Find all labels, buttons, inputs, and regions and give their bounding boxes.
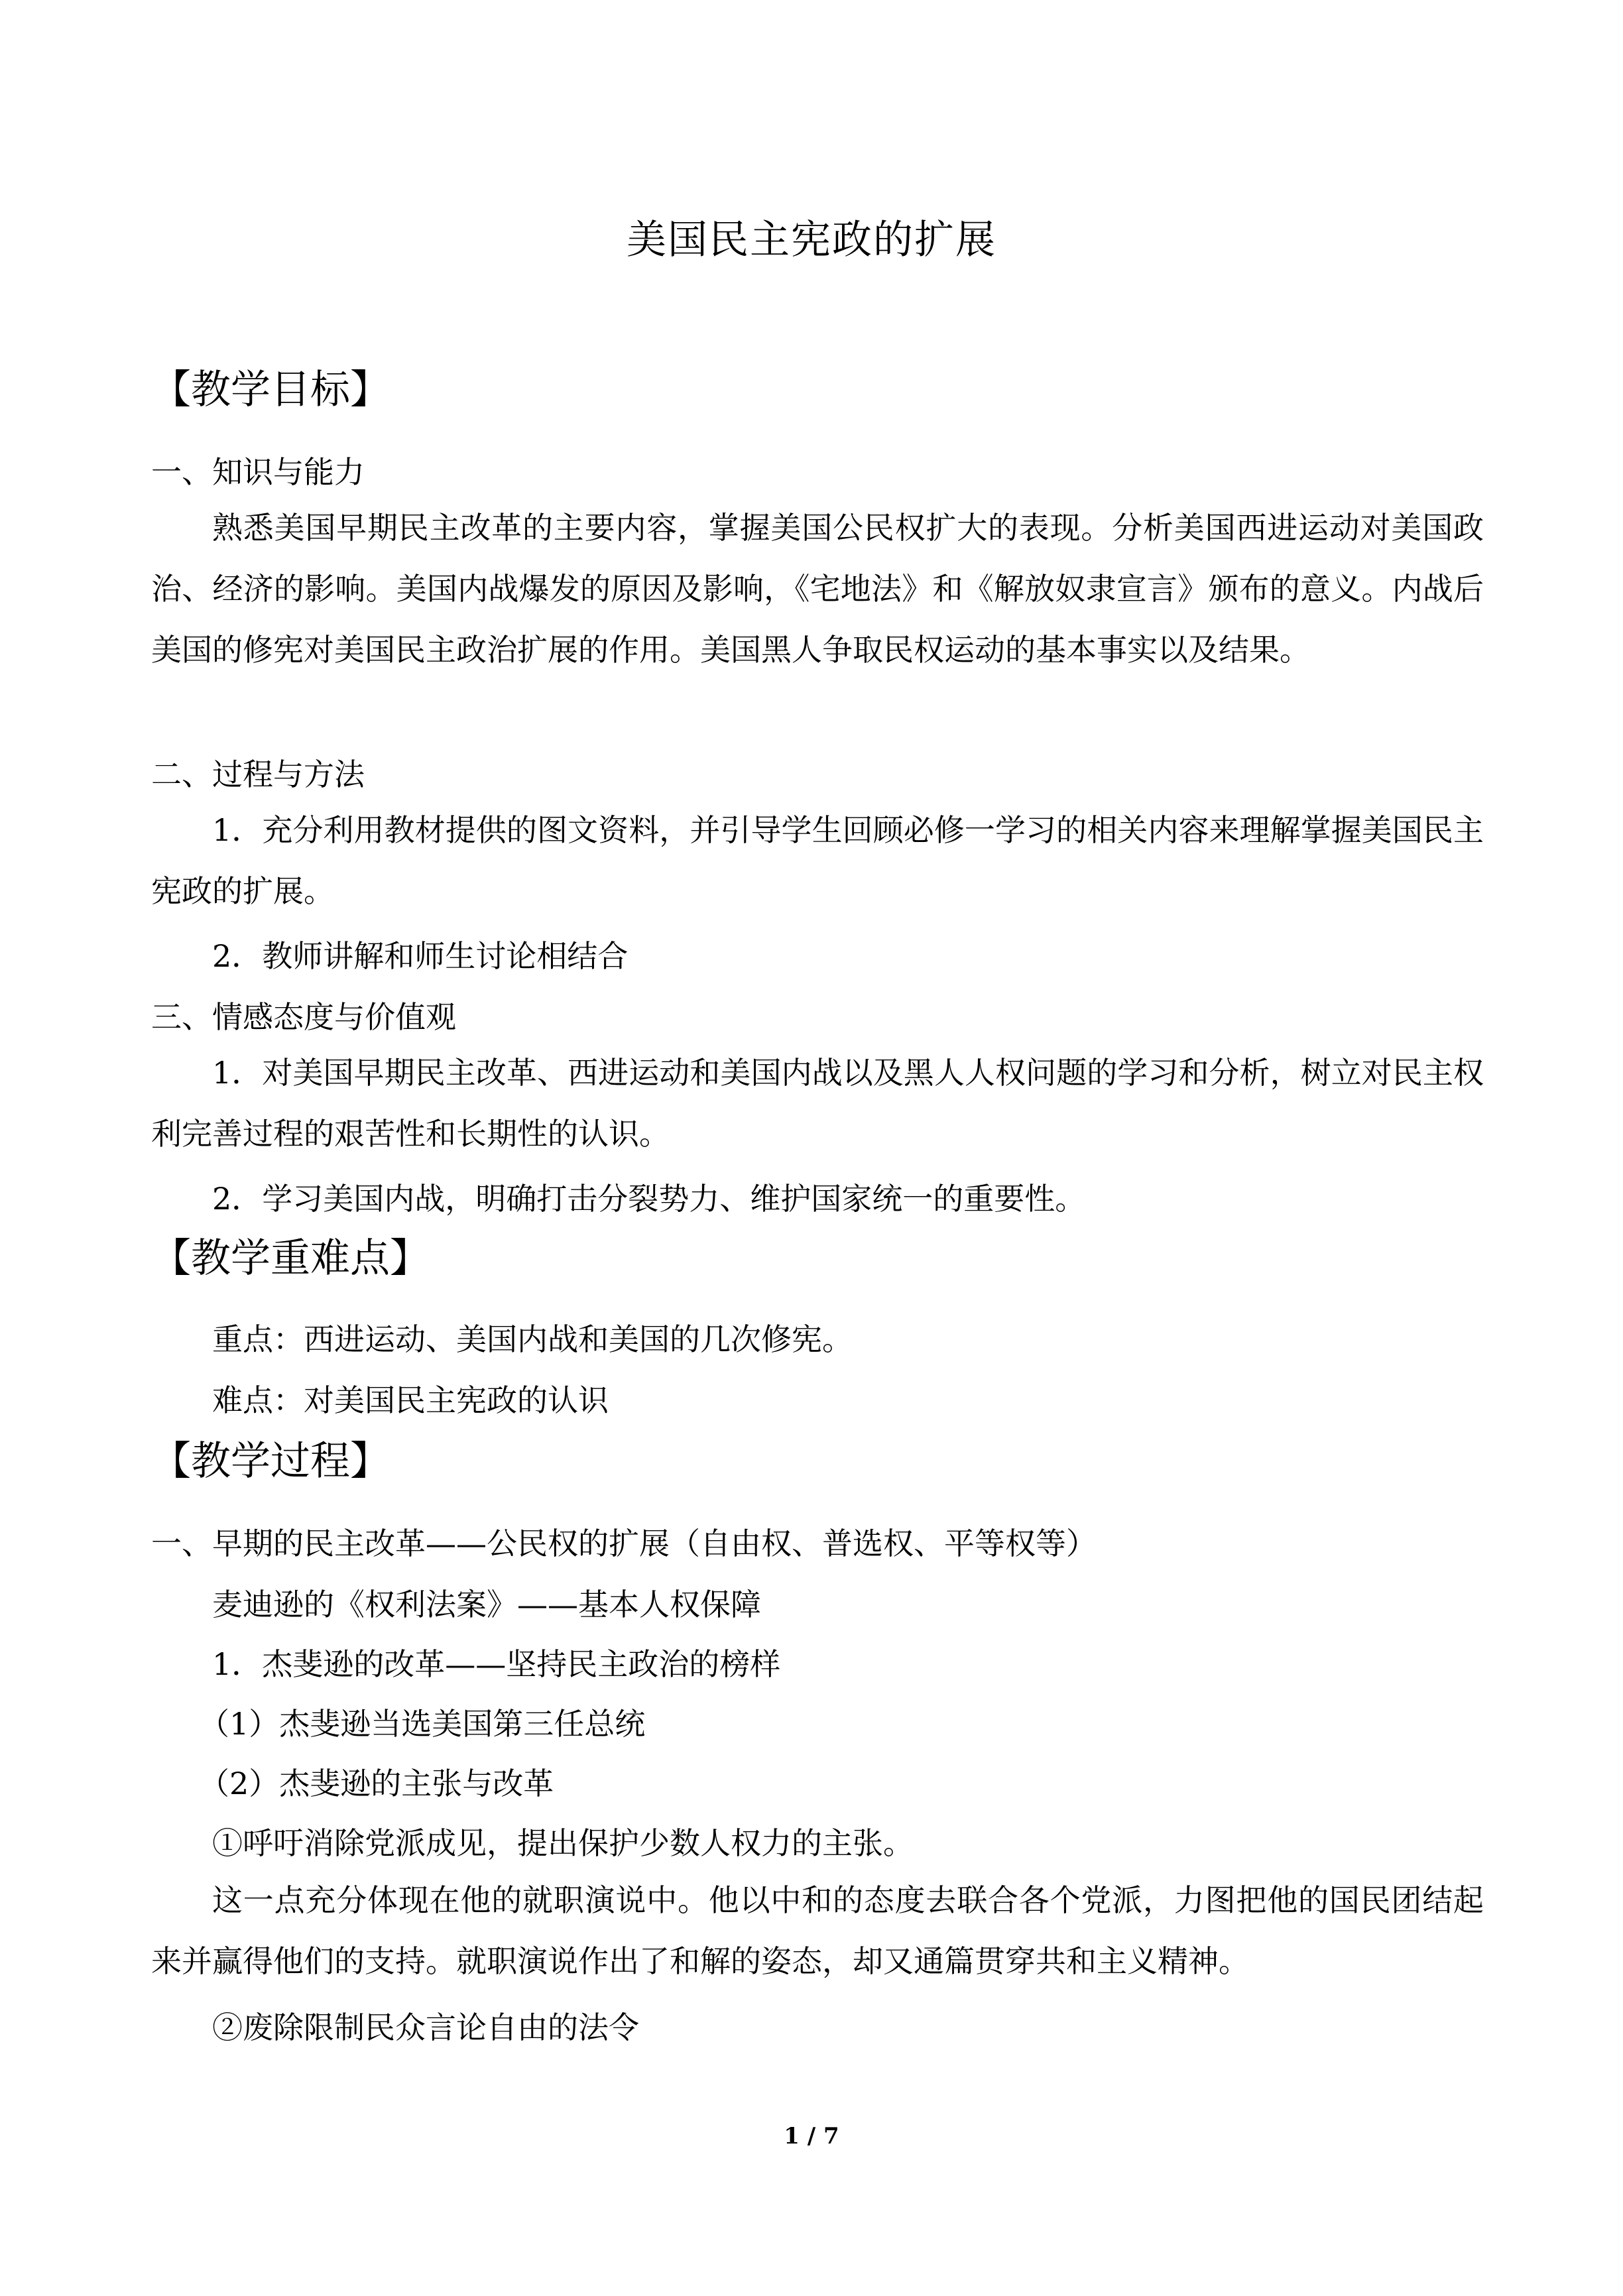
process-method-item-2: 2．教师讲解和师生讨论相结合 [212,938,629,974]
bill-of-rights-line: 麦迪逊的《权利法案》——基本人权保障 [212,1587,761,1622]
teaching-process-heading: 【教学过程】 [151,1438,390,1484]
key-points-heading: 【教学重难点】 [151,1235,430,1282]
key-points-difficulty: 难点：对美国民主宪政的认识 [212,1382,609,1418]
key-points-focus: 重点：西进运动、美国内战和美国的几次修宪。 [212,1321,853,1357]
repeal-laws-line: ②废除限制民众言论自由的法令 [212,2010,639,2045]
jefferson-elected-line: （1）杰斐逊当选美国第三任总统 [199,1706,646,1742]
knowledge-ability-heading: 一、知识与能力 [151,454,365,490]
early-reform-heading: 一、早期的民主改革——公民权的扩展（自由权、普选权、平等权等） [151,1526,1097,1561]
document-title: 美国民主宪政的扩展 [627,217,996,263]
objectives-heading: 【教学目标】 [151,367,390,413]
attitude-values-item-1: 1．对美国早期民主改革、西进运动和美国内战以及黑人人权问题的学习和分析，树立对民主权利完善过程的艰苦性和长期性的认识。 [151,1055,1484,1152]
process-method-item-1: 1．充分利用教材提供的图文资料，并引导学生回顾必修一学习的相关内容来理解掌握美国民主宪政的扩展。 [151,812,1484,909]
knowledge-ability-paragraph: 熟悉美国早期民主改革的主要内容，掌握美国公民权扩大的表现。分析美国西进运动对美国政治、经济的影响。美国内战爆发的原因及影响，《宅地法》和《解放奴隶宣言》颁布的意义。内战后美国的修宪对美国民主政治扩展的作用。美国黑人争取民权运动的基本事实以及结果。 [151,510,1484,668]
jefferson-reform-line: 1．杰斐逊的改革——坚持民主政治的榜样 [212,1646,781,1682]
page-number: 1 / 7 [784,2123,839,2149]
attitude-values-item-2: 2．学习美国内战，明确打击分裂势力、维护国家统一的重要性。 [212,1181,1086,1217]
party-unity-line: ①呼吁消除党派成见，提出保护少数人权力的主张。 [212,1825,914,1861]
jefferson-policies-line: （2）杰斐逊的主张与改革 [199,1766,554,1801]
attitude-values-heading: 三、情感态度与价值观 [151,999,456,1035]
process-method-heading: 二、过程与方法 [151,756,365,792]
inaugural-speech-paragraph: 这一点充分体现在他的就职演说中。他以中和的态度去联合各个党派，力图把他的国民团结起来并赢得他们的支持。就职演说作出了和解的姿态，却又通篇贯穿共和主义精神。 [151,1882,1484,1979]
